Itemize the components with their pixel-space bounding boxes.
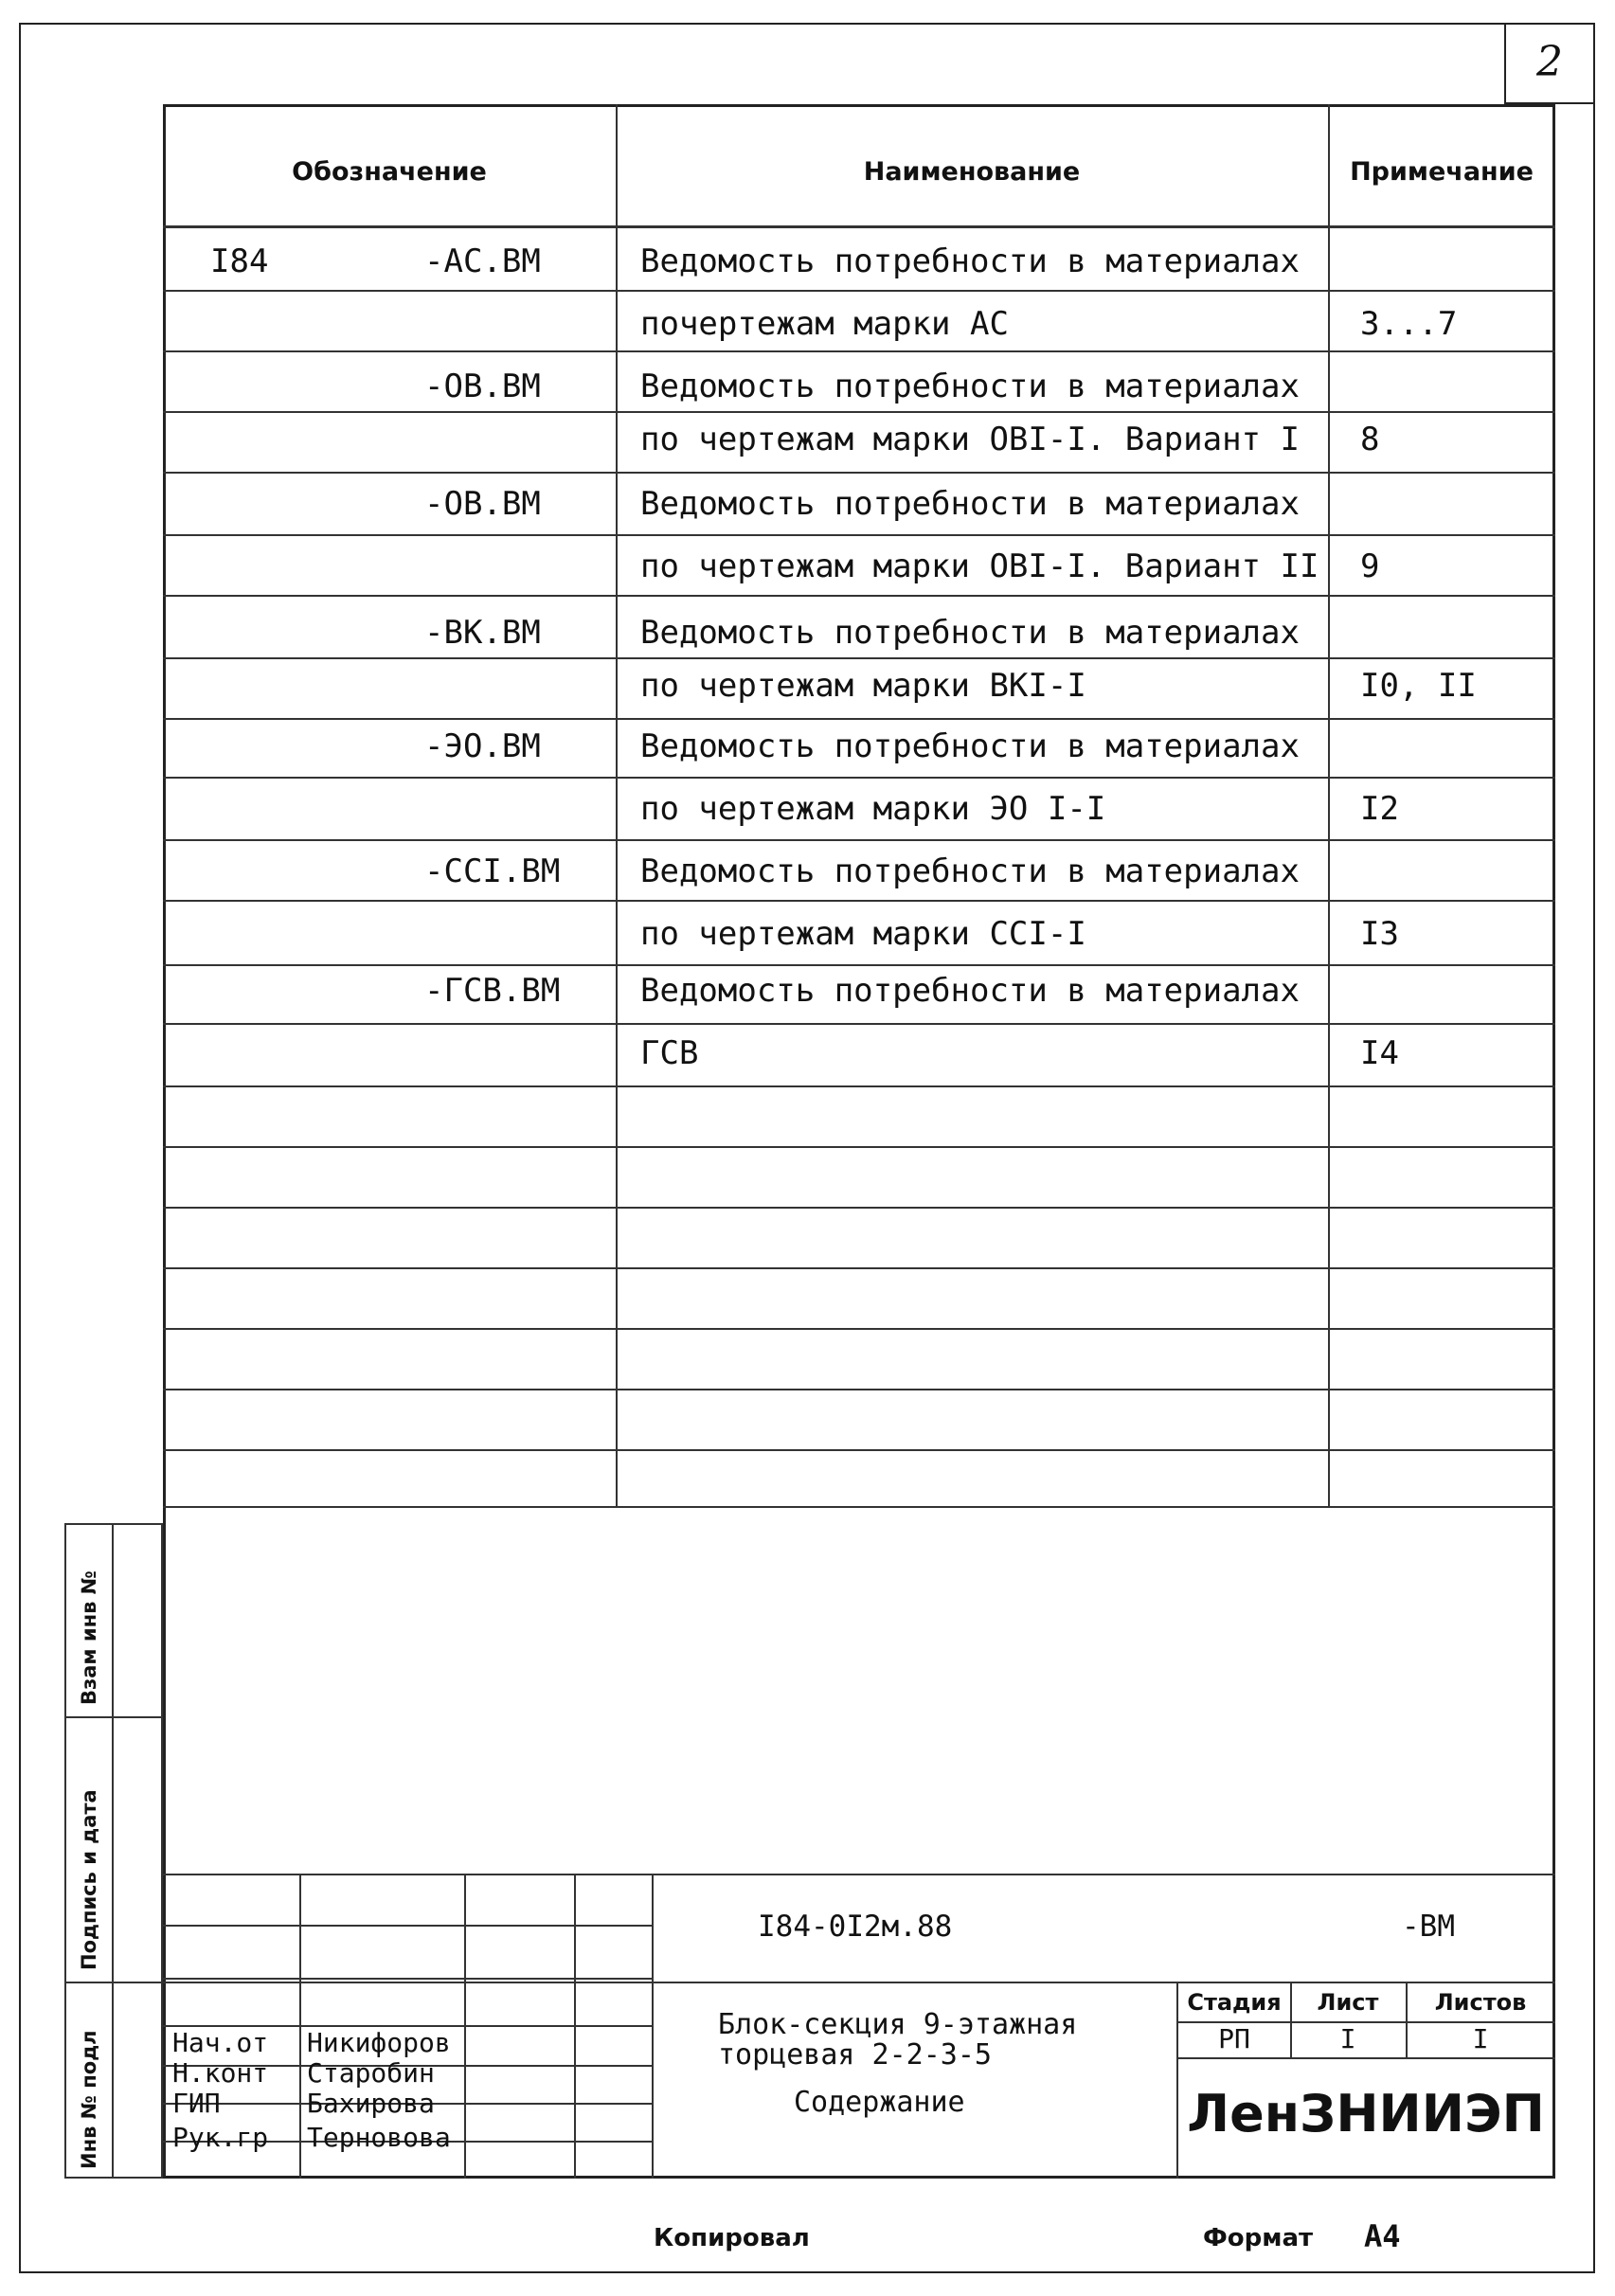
signature-name: Никифоров <box>307 2027 451 2058</box>
row-note: 8 <box>1360 421 1380 458</box>
table-bottom <box>163 1506 1555 1508</box>
row-line <box>163 718 1555 720</box>
row-note: I3 <box>1360 915 1399 953</box>
tb-h-stage-2 <box>1176 2057 1555 2059</box>
row-code: -АС.ВМ <box>424 242 541 280</box>
row-line <box>163 290 1555 292</box>
row-name: Ведомость потребности в материалах <box>640 727 1300 765</box>
header-note: Примечание <box>1350 157 1534 187</box>
signature-name: Терновова <box>307 2122 451 2153</box>
row-note: I0, II <box>1360 667 1477 705</box>
row-note: 3...7 <box>1360 305 1458 343</box>
row-line <box>163 595 1555 597</box>
tb-h-a <box>163 1925 652 1927</box>
row-name: по чертежам марки ОВI-I. Вариант I <box>640 421 1300 458</box>
row-name: Ведомость потребности в материалах <box>640 614 1300 652</box>
signature-role: ГИП <box>172 2088 221 2119</box>
side-label-sign-date: Подпись и дата <box>78 1789 100 1970</box>
side-label-inv-orig: Инв № подл <box>78 2030 100 2169</box>
side-label-inv-vzam: Взам инв № <box>78 1570 100 1705</box>
row-name: по чертежам марки ССI-I <box>640 915 1086 953</box>
side-strip-line-2 <box>64 1982 163 1983</box>
footer-format-value: А4 <box>1364 2218 1401 2254</box>
organization: ЛенЗНИИЭП <box>1187 2084 1545 2144</box>
row-line <box>163 534 1555 536</box>
signature-role: Рук.гр <box>172 2122 269 2153</box>
titleblock-top <box>163 1874 1555 1875</box>
tb-h-b <box>163 1978 652 1980</box>
sheets-label: Листов <box>1434 1989 1527 2016</box>
header-divider <box>163 225 1555 228</box>
row-code: -ЭО.ВМ <box>424 727 541 765</box>
row-note: I2 <box>1360 790 1399 828</box>
row-line <box>163 1449 1555 1451</box>
header-name: Наименование <box>863 157 1081 187</box>
title-line-2: торцевая 2-2-3-5 <box>718 2038 992 2072</box>
row-line <box>163 777 1555 779</box>
side-strip-divider <box>112 1523 114 2179</box>
page-number: 2 <box>1536 38 1563 86</box>
row-name: Ведомость потребности в материалах <box>640 368 1300 405</box>
footer-format-label: Формат <box>1203 2224 1314 2252</box>
doc-code: I84-0I2м.88 <box>758 1910 953 1944</box>
row-code: -ГСВ.ВМ <box>424 972 561 1010</box>
drawing-frame <box>163 104 1555 2179</box>
signature-name: Старобин <box>307 2057 435 2089</box>
row-name: Ведомость потребности в материалах <box>640 972 1300 1010</box>
header-designation: Обозначение <box>292 157 487 187</box>
row-name: по чертежам марки ЭО I-I <box>640 790 1106 828</box>
row-line <box>163 411 1555 413</box>
signature-role: Н.конт <box>172 2057 269 2089</box>
sheets-value: I <box>1472 2023 1489 2054</box>
tb-v-4 <box>652 1874 654 2179</box>
row-line <box>163 900 1555 902</box>
row-line <box>163 1328 1555 1330</box>
row-line <box>163 350 1555 352</box>
signature-name: Бахирова <box>307 2088 435 2119</box>
row-code: -ВК.ВМ <box>424 614 541 652</box>
row-line <box>163 472 1555 474</box>
row-code: -ОВ.ВМ <box>424 485 541 523</box>
row-name: по чертежам марки ОВI-I. Вариант II <box>640 547 1319 585</box>
side-strip-line-1 <box>64 1716 163 1718</box>
row-line <box>163 657 1555 659</box>
row-line <box>163 839 1555 841</box>
title-line-3: Содержание <box>794 2086 965 2119</box>
row-name: по чертежам марки ВКI-I <box>640 667 1086 705</box>
row-line <box>163 1085 1555 1087</box>
row-prefix: I84 <box>210 242 269 280</box>
row-code: -ССI.ВМ <box>424 852 561 890</box>
sheet-label: Лист <box>1317 1989 1379 2016</box>
row-line <box>163 964 1555 966</box>
col-divider-designation <box>616 104 618 1506</box>
title-line-1: Блок-секция 9-этажная <box>718 2008 1078 2041</box>
footer-copied: Копировал <box>654 2224 810 2252</box>
row-note: 9 <box>1360 547 1380 585</box>
row-line <box>163 1023 1555 1025</box>
row-line <box>163 1146 1555 1148</box>
sheet-value: I <box>1339 2023 1356 2054</box>
row-line <box>163 1389 1555 1390</box>
row-name: ГСВ <box>640 1034 699 1072</box>
row-name: Ведомость потребности в материалах <box>640 852 1300 890</box>
row-line <box>163 1267 1555 1269</box>
row-code: -ОВ.ВМ <box>424 368 541 405</box>
row-note: I4 <box>1360 1034 1399 1072</box>
row-name: Ведомость потребности в материалах <box>640 242 1300 280</box>
row-name: Ведомость потребности в материалах <box>640 485 1300 523</box>
doc-suffix: -ВМ <box>1402 1910 1455 1944</box>
signature-role: Нач.от <box>172 2027 269 2058</box>
stage-label: Стадия <box>1187 1989 1282 2016</box>
row-name: почертежам марки АС <box>640 305 1009 343</box>
tb-h-code <box>163 1982 1555 1983</box>
stage-value: РП <box>1218 2023 1250 2054</box>
col-divider-note <box>1328 104 1330 1506</box>
row-line <box>163 1207 1555 1209</box>
